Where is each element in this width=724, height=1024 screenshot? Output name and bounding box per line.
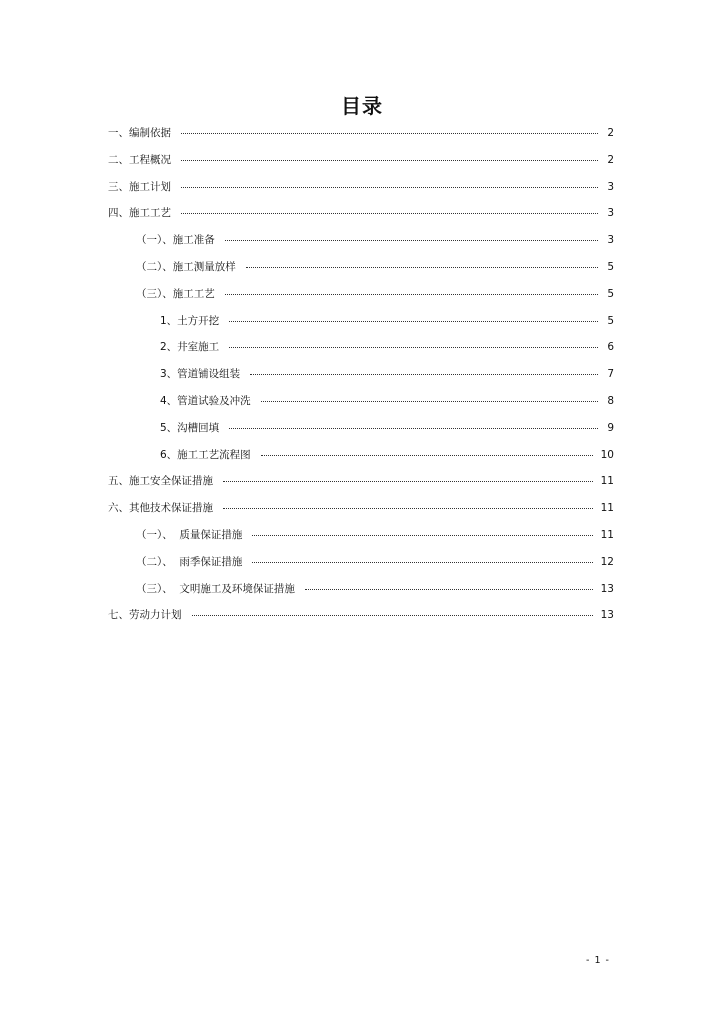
- toc-entry[interactable]: [108, 499, 614, 517]
- toc-entry-label: 一、编制依据: [108, 127, 171, 139]
- toc-leader-dots: [229, 320, 598, 322]
- toc-entry[interactable]: [136, 526, 614, 544]
- toc-leader-dots: [252, 561, 592, 563]
- toc-entry-page: 5: [607, 287, 614, 300]
- toc-leader-dots: [250, 373, 598, 375]
- toc-entry[interactable]: [136, 258, 614, 276]
- toc-entry-page: 7: [607, 368, 614, 381]
- toc-title: 目录: [341, 94, 383, 118]
- toc-entry-page: 10: [600, 448, 614, 461]
- toc-leader-dots: [181, 186, 598, 188]
- toc-entry-page: 9: [607, 421, 614, 434]
- toc-entry-label: 6、施工工艺流程图: [160, 448, 251, 461]
- toc-entry-label: 六、其他技术保证措施: [108, 502, 213, 515]
- toc-entry-label: 二、工程概况: [108, 153, 171, 166]
- toc-leader-dots: [229, 427, 598, 429]
- toc-entry-label: 3、管道铺设组装: [160, 368, 241, 381]
- toc-entry[interactable]: [108, 151, 614, 169]
- toc-entry[interactable]: [136, 285, 614, 303]
- toc-entry-page: 2: [607, 153, 614, 166]
- toc-entry-page: 3: [607, 207, 614, 220]
- toc-entry-label: 四、施工工艺: [108, 207, 171, 220]
- toc-entry-page: 2: [607, 127, 614, 139]
- toc-entry[interactable]: [136, 580, 614, 598]
- toc-entry-label: （三）、施工工艺: [136, 287, 215, 300]
- toc-entry-label: 五、施工安全保证措施: [108, 475, 213, 488]
- toc-entry-label: 5、沟槽回填: [160, 421, 220, 434]
- toc-entry[interactable]: [160, 338, 614, 356]
- toc-entry-label: （一）、 质量保证措施: [136, 529, 243, 541]
- toc-leader-dots: [223, 480, 593, 482]
- toc-leader-dots: [252, 534, 592, 536]
- toc-entry[interactable]: [160, 312, 614, 330]
- toc-entry-label: （一）、施工准备: [136, 234, 215, 247]
- toc-leader-dots: [261, 454, 593, 456]
- toc-entry-page: 5: [607, 314, 614, 327]
- toc-entry[interactable]: [136, 231, 614, 249]
- toc-entry[interactable]: [108, 204, 614, 222]
- toc-entry-page: 3: [607, 180, 614, 193]
- toc-leader-dots: [225, 239, 598, 241]
- toc-entry-label: （三）、 文明施工及环境保证措施: [136, 582, 295, 595]
- toc-leader-dots: [223, 507, 593, 509]
- toc-entry[interactable]: [160, 365, 614, 383]
- toc-entry-page: 8: [607, 395, 614, 407]
- toc-entry-label: 七、劳动力计划: [108, 609, 182, 622]
- toc-entry-page: 13: [600, 582, 614, 595]
- toc-entry-page: 11: [600, 529, 614, 541]
- toc-entry-page: 6: [607, 341, 614, 354]
- toc-entry-page: 5: [607, 261, 614, 273]
- page-number: - 1 -: [586, 955, 610, 966]
- toc-entry[interactable]: [108, 606, 614, 624]
- toc-leader-dots: [246, 266, 598, 268]
- toc-entry-label: 4、管道试验及冲洗: [160, 395, 251, 407]
- toc-entry[interactable]: [108, 124, 614, 142]
- toc-leader-dots: [192, 614, 593, 616]
- toc-entry-label: （二）、 雨季保证措施: [136, 555, 243, 568]
- toc-leader-dots: [181, 212, 598, 214]
- toc-leader-dots: [181, 132, 598, 134]
- toc-entry-label: 1、土方开挖: [160, 314, 220, 327]
- toc-leader-dots: [225, 293, 598, 295]
- toc-entry[interactable]: [160, 392, 614, 410]
- toc-entry-label: 三、施工计划: [108, 180, 171, 193]
- toc-entry[interactable]: [160, 419, 614, 437]
- toc-entry-page: 3: [607, 234, 614, 247]
- toc-entry[interactable]: [136, 553, 614, 571]
- toc-leader-dots: [229, 346, 598, 348]
- toc-entry[interactable]: [108, 472, 614, 490]
- toc-entry-page: 11: [600, 502, 614, 515]
- toc-entry-page: 12: [600, 555, 614, 568]
- toc-entry[interactable]: [108, 178, 614, 196]
- toc-leader-dots: [181, 159, 598, 161]
- toc-leader-dots: [261, 400, 598, 402]
- toc-leader-dots: [305, 588, 593, 590]
- toc-entry-page: 13: [600, 609, 614, 622]
- toc-entry-label: （二）、施工测量放样: [136, 261, 236, 273]
- toc-entry-label: 2、井室施工: [160, 341, 220, 354]
- toc-entry[interactable]: [160, 446, 614, 464]
- toc-entry-page: 11: [600, 475, 614, 488]
